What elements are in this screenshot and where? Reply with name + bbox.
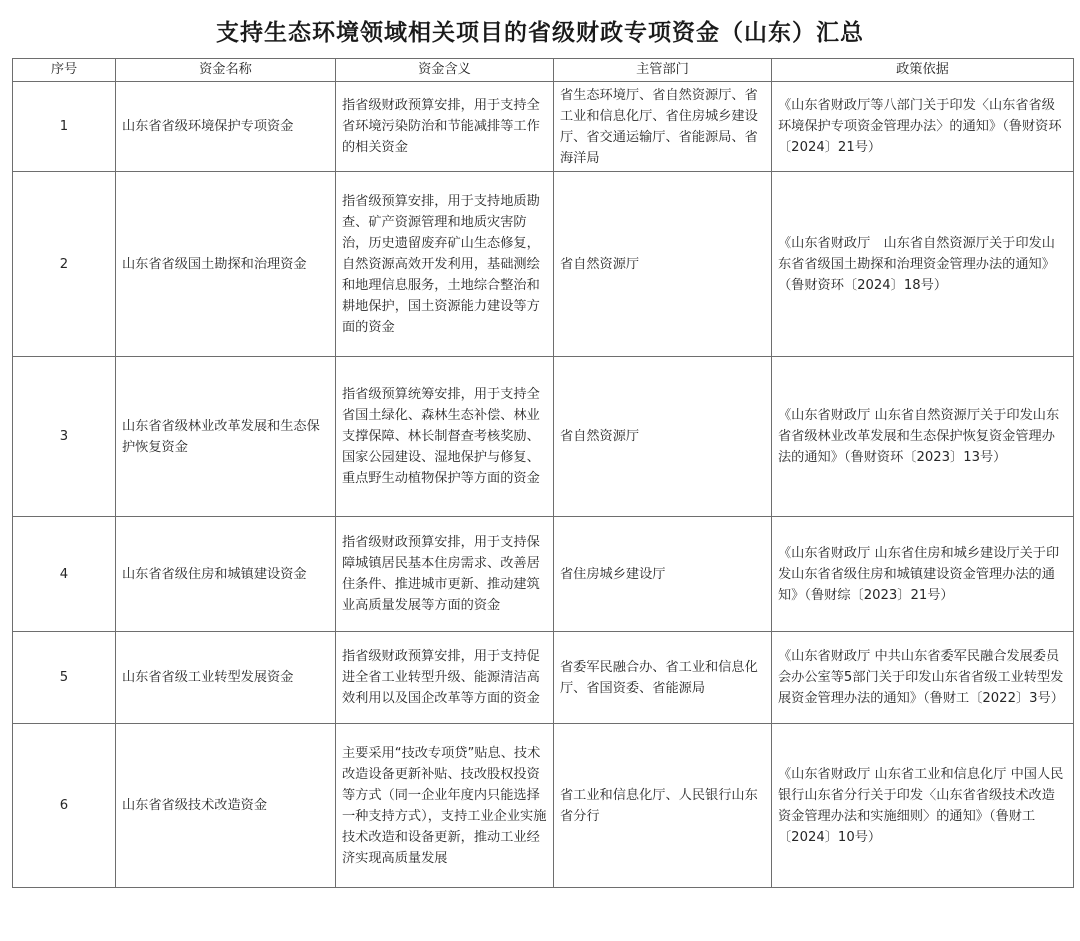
table-header-row (13, 59, 1074, 82)
cell-policy-basis: 《山东省财政厅 山东省自然资源厅关于印发山东省省级国土勘探和治理资金管理办法的通知》（鲁财资环〔2024〕18号） (772, 172, 1074, 357)
table-row (13, 172, 1074, 357)
header-fund-name: 资金名称 (116, 59, 336, 82)
cell-fund-meaning: 主要采用“技改专项贷”贴息、技术改造设备更新补贴、技改股权投资等方式（同一企业年度内只能选择一种支持方式），支持工业企业实施技术改造和设备更新，推动工业经济实现高质量发展 (336, 724, 554, 888)
cell-seq: 4 (13, 517, 116, 632)
cell-policy-basis: 《山东省财政厅 山东省住房和城乡建设厅关于印发山东省省级住房和城镇建设资金管理办法的通知》（鲁财综〔2023〕21号） (772, 517, 1074, 632)
cell-fund-name: 山东省省级林业改革发展和生态保护恢复资金 (116, 357, 336, 517)
cell-seq: 2 (13, 172, 116, 357)
table-row (13, 724, 1074, 888)
cell-seq: 5 (13, 632, 116, 724)
table-row (13, 632, 1074, 724)
cell-fund-meaning: 指省级财政预算安排，用于支持全省环境污染防治和节能减排等工作的相关资金 (336, 82, 554, 172)
cell-fund-meaning: 指省级预算安排，用于支持地质勘查、矿产资源管理和地质灾害防治，历史遗留废弃矿山生态修复，自然资源高效开发利用，基础测绘和地理信息服务，土地综合整治和耕地保护，国土资源能力建设等方面的资金 (336, 172, 554, 357)
cell-department: 省自然资源厅 (554, 172, 772, 357)
cell-fund-name: 山东省省级技术改造资金 (116, 724, 336, 888)
header-department: 主管部门 (554, 59, 772, 82)
header-policy-basis: 政策依据 (772, 59, 1074, 82)
cell-policy-basis: 《山东省财政厅 中共山东省委军民融合发展委员会办公室等5部门关于印发山东省省级工业转型发展资金管理办法的通知》（鲁财工〔2022〕3号） (772, 632, 1074, 724)
cell-policy-basis: 《山东省财政厅 山东省自然资源厅关于印发山东省省级林业改革发展和生态保护恢复资金管理办法的通知》（鲁财资环〔2023〕13号） (772, 357, 1074, 517)
cell-fund-name: 山东省省级环境保护专项资金 (116, 82, 336, 172)
cell-seq: 1 (13, 82, 116, 172)
cell-seq: 6 (13, 724, 116, 888)
cell-fund-meaning: 指省级财政预算安排，用于支持保障城镇居民基本住房需求、改善居住条件、推进城市更新、推动建筑业高质量发展等方面的资金 (336, 517, 554, 632)
cell-fund-meaning: 指省级财政预算安排，用于支持促进全省工业转型升级、能源清洁高效利用以及国企改革等方面的资金 (336, 632, 554, 724)
header-seq: 序号 (13, 59, 116, 82)
cell-fund-name: 山东省省级工业转型发展资金 (116, 632, 336, 724)
cell-fund-name: 山东省省级住房和城镇建设资金 (116, 517, 336, 632)
cell-policy-basis: 《山东省财政厅等八部门关于印发〈山东省省级环境保护专项资金管理办法〉的通知》（鲁财资环〔2024〕21号） (772, 82, 1074, 172)
cell-fund-meaning: 指省级预算统筹安排，用于支持全省国土绿化、森林生态补偿、林业支撑保障、林长制督查考核奖励、国家公园建设、湿地保护与修复、重点野生动植物保护等方面的资金 (336, 357, 554, 517)
cell-policy-basis: 《山东省财政厅 山东省工业和信息化厅 中国人民银行山东省分行关于印发〈山东省省级技术改造资金管理办法和实施细则〉的通知》（鲁财工〔2024〕10号） (772, 724, 1074, 888)
cell-fund-name: 山东省省级国土勘探和治理资金 (116, 172, 336, 357)
cell-department: 省工业和信息化厅、人民银行山东省分行 (554, 724, 772, 888)
cell-department: 省自然资源厅 (554, 357, 772, 517)
cell-seq: 3 (13, 357, 116, 517)
cell-department: 省住房城乡建设厅 (554, 517, 772, 632)
cell-department: 省委军民融合办、省工业和信息化厅、省国资委、省能源局 (554, 632, 772, 724)
header-fund-meaning: 资金含义 (336, 59, 554, 82)
table-row (13, 517, 1074, 632)
document-title: 支持生态环境领域相关项目的省级财政专项资金（山东）汇总 (216, 19, 864, 46)
cell-department: 省生态环境厅、省自然资源厅、省工业和信息化厅、省住房城乡建设厅、省交通运输厅、省能源局、省海洋局 (554, 82, 772, 172)
table-row (13, 357, 1074, 517)
table-row (13, 82, 1074, 172)
funds-table (12, 58, 1074, 888)
